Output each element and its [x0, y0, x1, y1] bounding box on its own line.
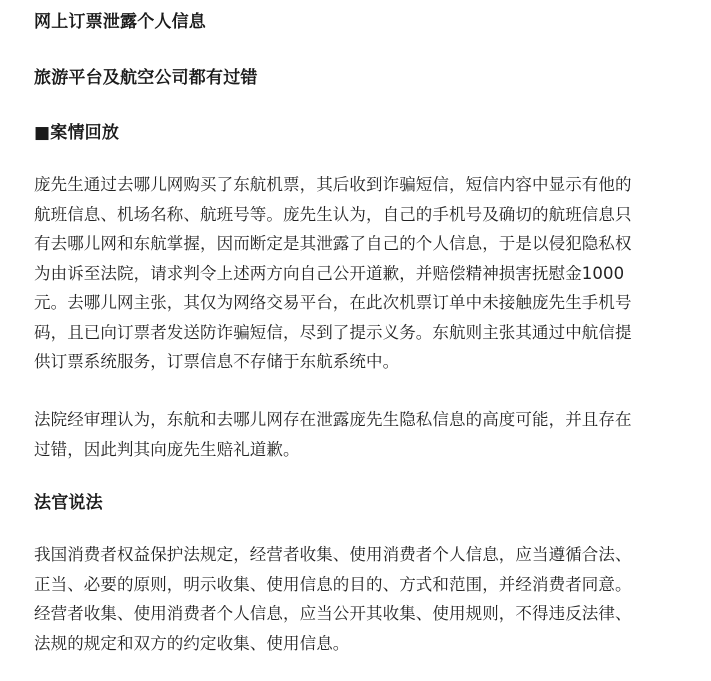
- article-title: 网上订票泄露个人信息: [34, 12, 206, 32]
- paragraph-line: 过错，因此判其向庞先生赔礼道歉。: [34, 439, 300, 459]
- paragraph-line: 经营者收集、使用消费者个人信息，应当公开其收集、使用规则，不得违反法律、: [34, 604, 632, 623]
- judge-paragraph: [34, 540, 694, 658]
- paragraph-line: 为由诉至法院，请求判令上述两方向自己公开道歉，并赔偿精神损害抚慰金1000: [34, 263, 625, 283]
- section-heading-judge-comment: 法官说法: [34, 493, 103, 513]
- paragraph-line: 庞先生通过去哪儿网购买了东航机票，其后收到诈骗短信，短信内容中显示有他的: [34, 175, 632, 194]
- article-subtitle: 旅游平台及航空公司都有过错: [34, 68, 258, 88]
- section-heading-case-review: ■案情回放: [34, 123, 120, 143]
- paragraph-line: 供订票系统服务，订票信息不存储于东航系统中。: [34, 352, 400, 371]
- paragraph-line: 元。去哪儿网主张，其仅为网络交易平台，在此次机票订单中未接触庞先生手机号: [34, 293, 632, 312]
- paragraph-line: 我国消费者权益保护法规定，经营者收集、使用消费者个人信息，应当遵循合法、: [34, 545, 632, 564]
- paragraph-line: 码，且已向订票者发送防诈骗短信，尽到了提示义务。东航则主张其通过中航信提: [34, 322, 632, 342]
- paragraph-line: 法院经审理认为，东航和去哪儿网存在泄露庞先生隐私信息的高度可能，并且存在: [34, 410, 632, 429]
- paragraph-line: 航班信息、机场名称、航班号等。庞先生认为，自己的手机号及确切的航班信息只: [34, 204, 632, 224]
- paragraph-line: 有去哪儿网和东航掌握，因而断定是其泄露了自己的个人信息，于是以侵犯隐私权: [34, 234, 632, 253]
- paragraph-line: 法规的规定和双方的约定收集、使用信息。: [34, 633, 350, 653]
- ruling-paragraph: [34, 405, 694, 464]
- case-paragraph: [34, 170, 694, 377]
- paragraph-line: 正当、必要的原则，明示收集、使用信息的目的、方式和范围，并经消费者同意。: [34, 574, 632, 594]
